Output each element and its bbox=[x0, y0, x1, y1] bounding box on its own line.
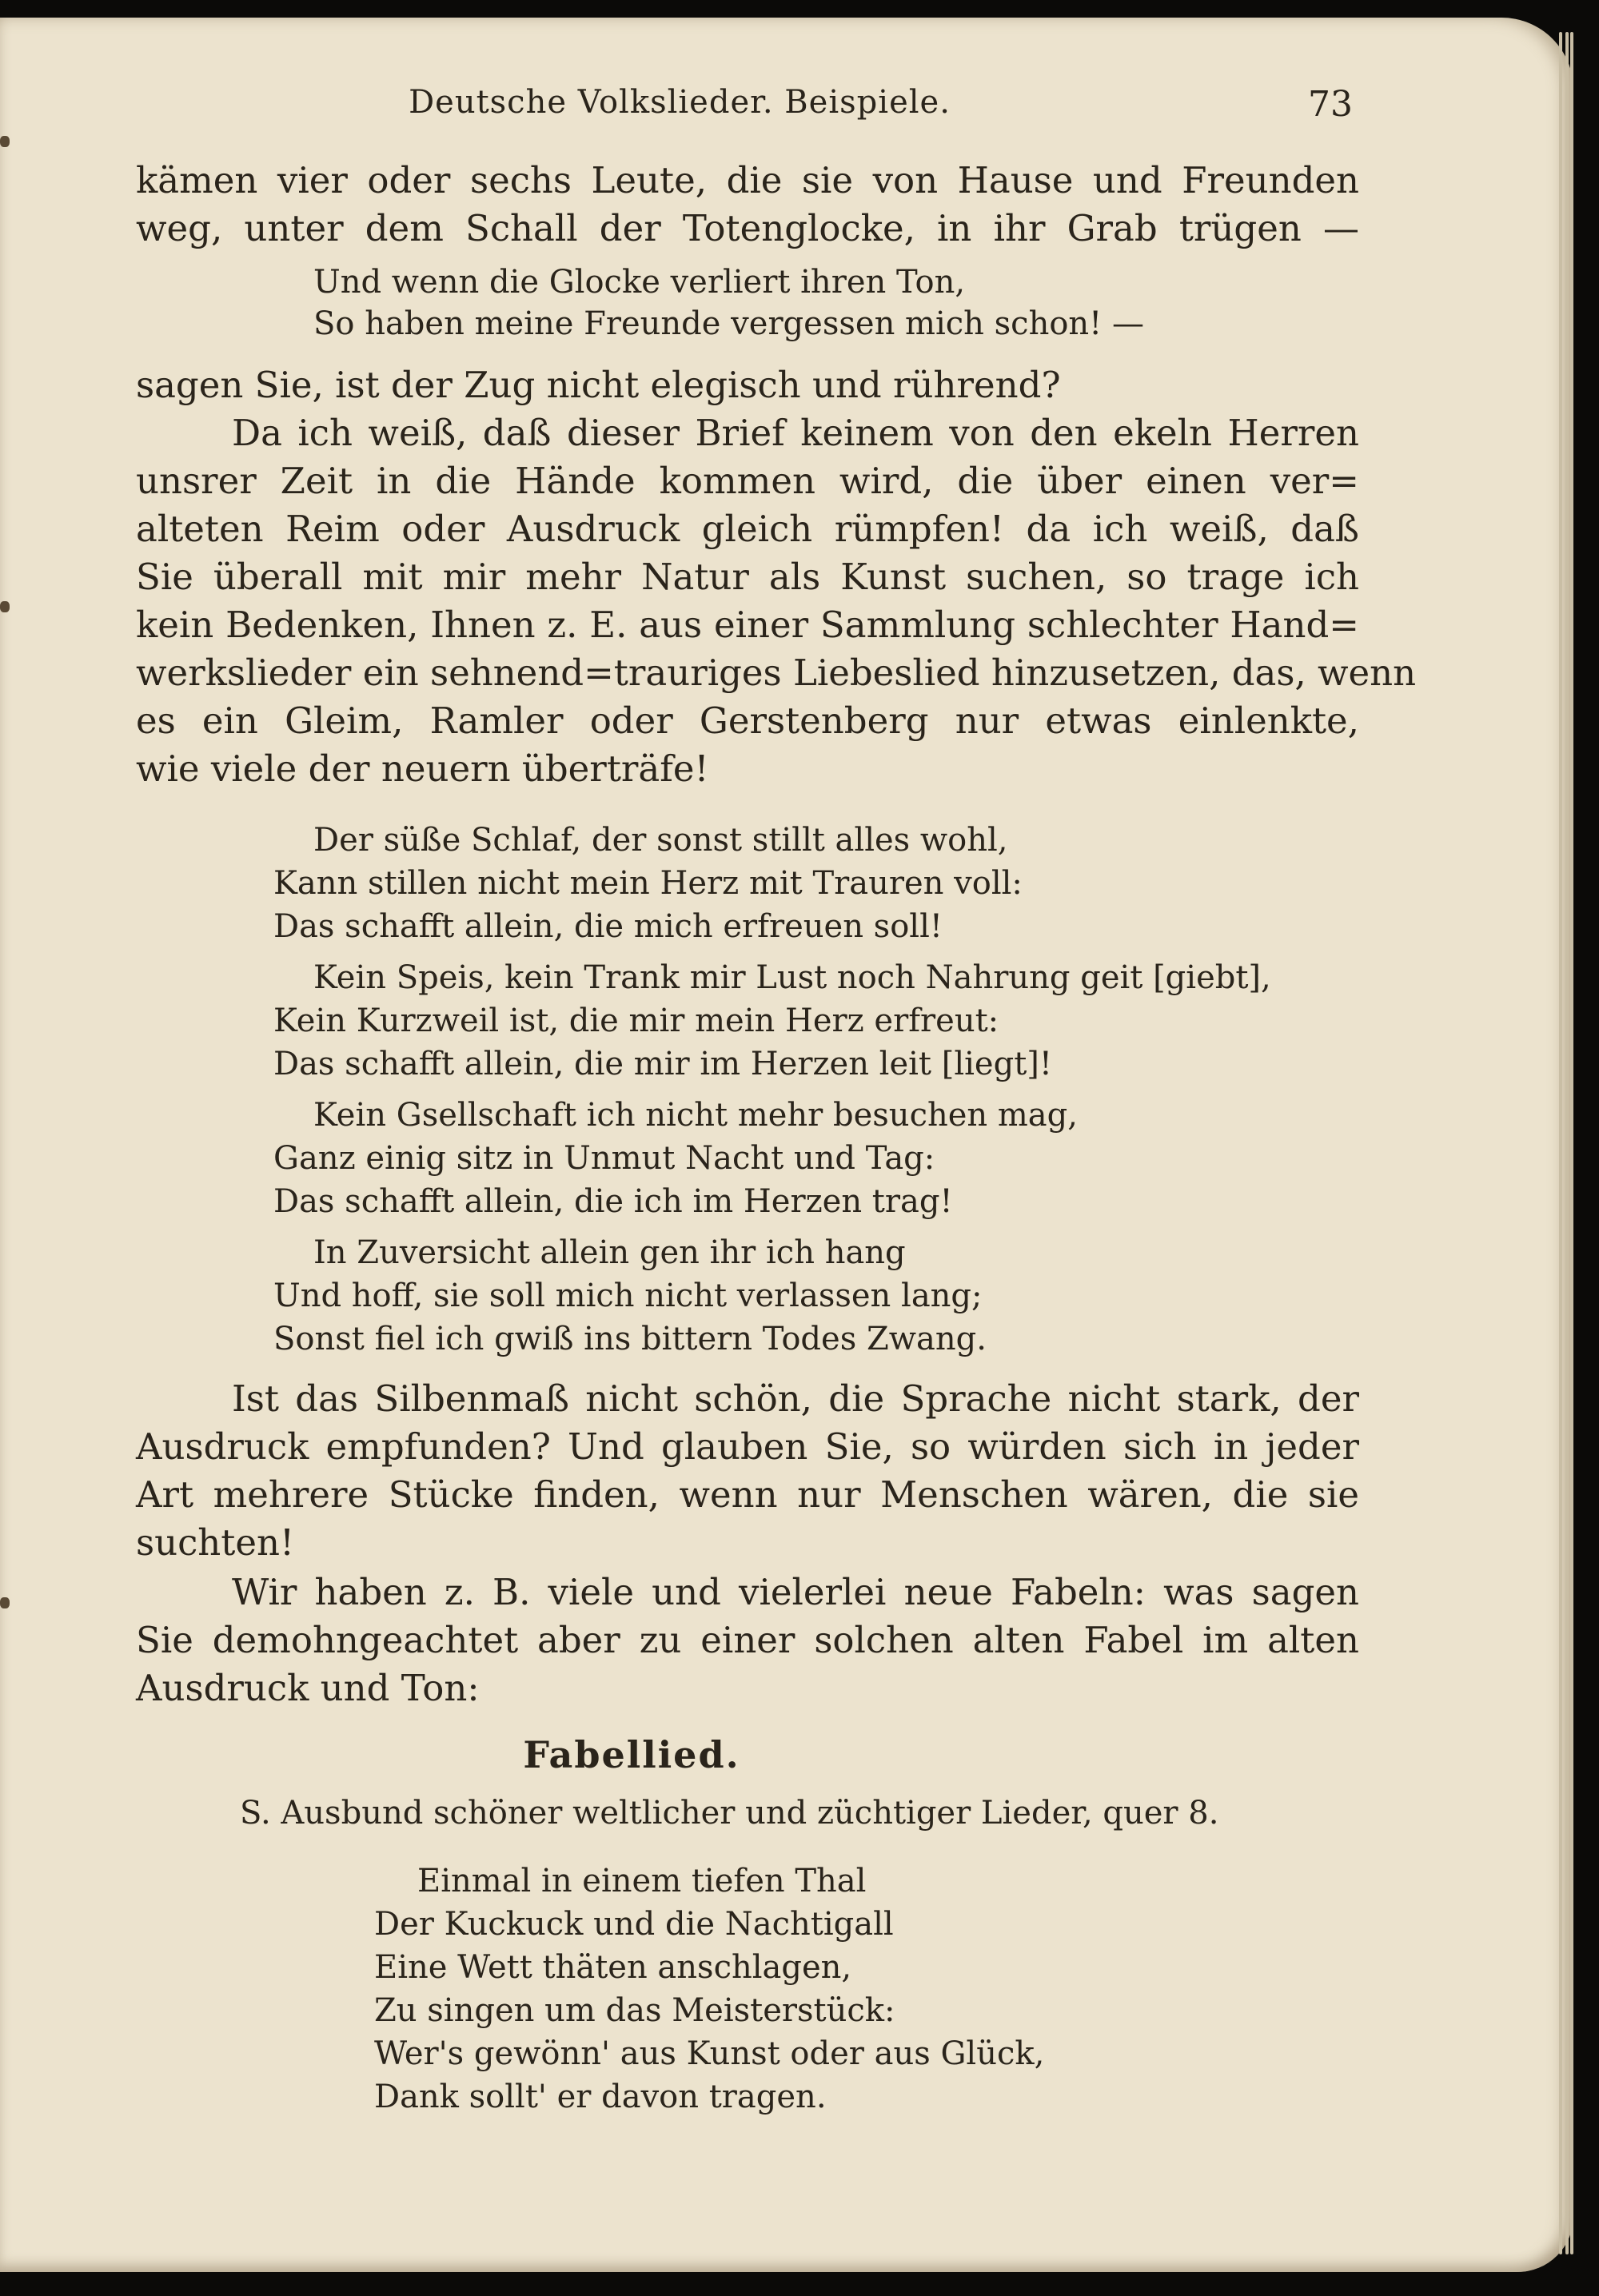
verse-line: Der Kuckuck und die Nachtigall bbox=[374, 1906, 894, 1943]
verse-line: Zu singen um das Meisterstück: bbox=[374, 1992, 895, 2029]
running-title: Deutsche Volkslieder. Beispiele. bbox=[409, 84, 951, 121]
verse-line: Wer's gewönn' aus Kunst oder aus Glück, bbox=[374, 2035, 1045, 2072]
page-number: 73 bbox=[1308, 84, 1353, 125]
verse-line: Ganz einig sitz in Unmut Nacht und Tag: bbox=[273, 1140, 935, 1177]
text-line: Sie demohngeachtet aber zu einer solchen alten Fabel im alten bbox=[136, 1619, 1359, 1661]
verse-line: Das schafft allein, die mich erfreuen soll! bbox=[273, 908, 943, 945]
verse-line: Kann stillen nicht mein Herz mit Trauren voll: bbox=[273, 865, 1023, 902]
verse-line: Kein Gsellschaft ich nicht mehr besuchen mag, bbox=[313, 1097, 1078, 1134]
text-line: sagen Sie, ist der Zug nicht elegisch und rührend? bbox=[136, 364, 1061, 406]
text-line: kein Bedenken, Ihnen z. E. aus einer Sammlung schlechter Hand= bbox=[136, 604, 1359, 646]
text-line: unsrer Zeit in die Hände kommen wird, die über einen ver= bbox=[136, 460, 1359, 502]
running-header bbox=[0, 84, 1599, 132]
text-line: Wir haben z. B. viele und vielerlei neue Fabeln: was sagen bbox=[232, 1571, 1359, 1613]
text-line: weg, unter dem Schall der Totenglocke, in ihr Grab trügen — bbox=[136, 207, 1359, 249]
text-line: Ist das Silbenmaß nicht schön, die Sprache nicht stark, der bbox=[232, 1377, 1359, 1420]
verse-line: Kein Kurzweil ist, die mir mein Herz erfreut: bbox=[273, 1003, 999, 1039]
verse-line: Eine Wett thäten anschlagen, bbox=[374, 1949, 852, 1986]
verse-line: Dank sollt' er davon tragen. bbox=[374, 2079, 827, 2115]
text-line: Art mehrere Stücke finden, wenn nur Menschen wären, die sie bbox=[136, 1473, 1359, 1516]
text-line: werkslieder ein sehnend=trauriges Liebeslied hinzusetzen, das, wenn bbox=[136, 652, 1417, 694]
text-line: kämen vier oder sechs Leute, die sie von Hause und Freunden bbox=[136, 159, 1359, 201]
text-line: suchten! bbox=[136, 1521, 295, 1564]
verse-line: So haben meine Freunde vergessen mich schon! — bbox=[313, 305, 1144, 342]
text-line: Ausdruck empfunden? Und glauben Sie, so würden sich in jeder bbox=[136, 1425, 1359, 1468]
verse-line: Kein Speis, kein Trank mir Lust noch Nahrung geit [giebt], bbox=[313, 959, 1271, 996]
verse-line: Das schafft allein, die ich im Herzen trag! bbox=[273, 1183, 953, 1220]
verse-line: Der süße Schlaf, der sonst stillt alles wohl, bbox=[313, 822, 1008, 859]
verse-line: Und hoff, sie soll mich nicht verlassen lang; bbox=[273, 1278, 983, 1314]
verse-line: Einmal in einem tiefen Thal bbox=[417, 1863, 867, 1899]
text-line: Da ich weiß, daß dieser Brief keinem von den ekeln Herren bbox=[232, 412, 1359, 454]
section-heading: Fabellied. bbox=[523, 1733, 740, 1776]
text-line: Ausdruck und Ton: bbox=[136, 1667, 480, 1709]
text-line: es ein Gleim, Ramler oder Gerstenberg nur etwas einlenkte, bbox=[136, 700, 1359, 742]
verse-line: In Zuversicht allein gen ihr ich hang bbox=[313, 1234, 906, 1271]
text-line: Sie überall mit mir mehr Natur als Kunst suchen, so trage ich bbox=[136, 556, 1359, 598]
verse-line: Und wenn die Glocke verliert ihren Ton, bbox=[313, 264, 966, 301]
verse-line: Das schafft allein, die mir im Herzen leit [liegt]! bbox=[273, 1046, 1052, 1082]
verse-line: Sonst fiel ich gwiß ins bittern Todes Zwang. bbox=[273, 1321, 987, 1357]
text-line: alteten Reim oder Ausdruck gleich rümpfen! da ich weiß, daß bbox=[136, 508, 1359, 550]
text-line: wie viele der neuern überträfe! bbox=[136, 747, 709, 790]
source-note: S. Ausbund schöner weltlicher und züchtiger Lieder, quer 8. bbox=[240, 1795, 1219, 1832]
